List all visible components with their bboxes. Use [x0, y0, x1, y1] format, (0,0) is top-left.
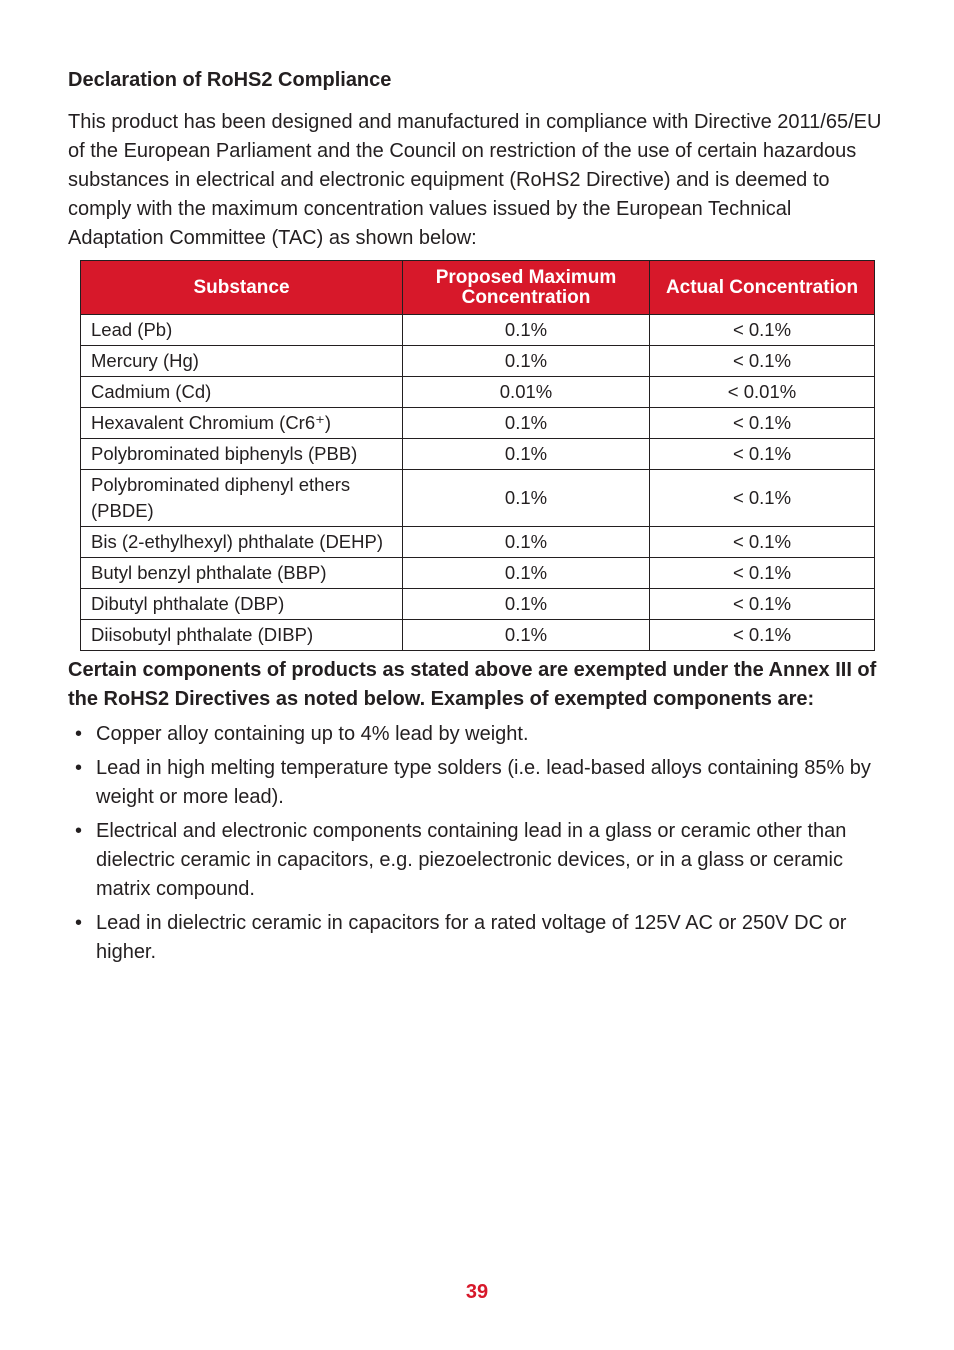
table-header-row	[81, 261, 875, 315]
table-row	[81, 408, 875, 439]
list-item-text: Lead in high melting temperature type solders (i.e. lead-based alloys containing 85% by weight or more lead).	[96, 757, 871, 808]
substance-cell: Lead (Pb)	[81, 315, 403, 346]
table-row	[81, 589, 875, 620]
header-substance: Substance	[81, 261, 403, 315]
max-cell: 0.1%	[403, 558, 650, 589]
list-item-text: Copper alloy containing up to 4% lead by weight.	[96, 723, 529, 745]
actual-cell: < 0.01%	[650, 377, 875, 408]
max-cell: 0.1%	[403, 620, 650, 651]
max-cell: 0.01%	[403, 377, 650, 408]
substance-cell: Polybrominated biphenyls (PBB)	[81, 439, 403, 470]
substance-cell: Dibutyl phthalate (DBP)	[81, 589, 403, 620]
actual-cell: < 0.1%	[650, 439, 875, 470]
table-row	[81, 558, 875, 589]
list-item	[68, 909, 896, 967]
substance-cell: Cadmium (Cd)	[81, 377, 403, 408]
max-cell: 0.1%	[403, 470, 650, 527]
list-item-text: Lead in dielectric ceramic in capacitors for a rated voltage of 125V AC or 250V DC or higher.	[96, 912, 847, 963]
table-row	[81, 346, 875, 377]
bullet-icon: •	[75, 820, 83, 842]
table-row	[81, 527, 875, 558]
bullet-icon: •	[75, 757, 83, 779]
document-page	[68, 66, 888, 972]
substance-cell: Mercury (Hg)	[81, 346, 403, 377]
actual-cell: < 0.1%	[650, 470, 875, 527]
page-title: Declaration of RoHS2 Compliance	[68, 69, 392, 91]
header-actual: Actual Concentration	[650, 261, 875, 315]
header-proposed-max: Proposed Maximum Concentration	[403, 261, 650, 315]
substance-cell: Hexavalent Chromium (Cr6⁺)	[81, 408, 403, 439]
actual-cell: < 0.1%	[650, 589, 875, 620]
substance-cell: Polybrominated diphenyl ethers (PBDE)	[81, 470, 403, 527]
list-item-text: Electrical and electronic components containing lead in a glass or ceramic other than dielectric ceramic in capacitors, e.g. piezoelectronic devices, or in a glass or ceramic matrix compound.	[96, 820, 847, 900]
max-cell: 0.1%	[403, 408, 650, 439]
rohs-concentration-table	[80, 260, 875, 651]
table-row	[81, 439, 875, 470]
actual-cell: < 0.1%	[650, 558, 875, 589]
substance-cell: Butyl benzyl phthalate (BBP)	[81, 558, 403, 589]
actual-cell: < 0.1%	[650, 408, 875, 439]
table-row	[81, 315, 875, 346]
actual-cell: < 0.1%	[650, 315, 875, 346]
substance-cell: Bis (2-ethylhexyl) phthalate (DEHP)	[81, 527, 403, 558]
actual-cell: < 0.1%	[650, 620, 875, 651]
table-row	[81, 377, 875, 408]
max-cell: 0.1%	[403, 439, 650, 470]
max-cell: 0.1%	[403, 589, 650, 620]
actual-cell: < 0.1%	[650, 346, 875, 377]
max-cell: 0.1%	[403, 315, 650, 346]
intro-paragraph: This product has been designed and manufactured in compliance with Directive 2011/65/EU of the European Parliament and the Council on restriction of the use of certain hazardous substances in electrical and electronic equipment (RoHS2 Directive) and is deemed to comply with the maximum concentration values issued by the European Technical Adaptation Committee (TAC) as shown below:	[68, 111, 882, 249]
exempted-components-list	[68, 720, 888, 967]
table-row	[81, 620, 875, 651]
max-cell: 0.1%	[403, 346, 650, 377]
exemption-note: Certain components of products as stated above are exempted under the Annex III of the RoHS2 Directives as noted below. Examples of exempted components are:	[68, 659, 877, 710]
actual-cell: < 0.1%	[650, 527, 875, 558]
bullet-icon: •	[75, 912, 83, 934]
page-number: 39	[465, 1281, 489, 1303]
bullet-icon: •	[75, 723, 83, 745]
substance-cell: Diisobutyl phthalate (DIBP)	[81, 620, 403, 651]
list-item	[68, 754, 896, 812]
table-row	[81, 470, 875, 527]
max-cell: 0.1%	[403, 527, 650, 558]
list-item	[68, 720, 896, 749]
list-item	[68, 817, 896, 904]
